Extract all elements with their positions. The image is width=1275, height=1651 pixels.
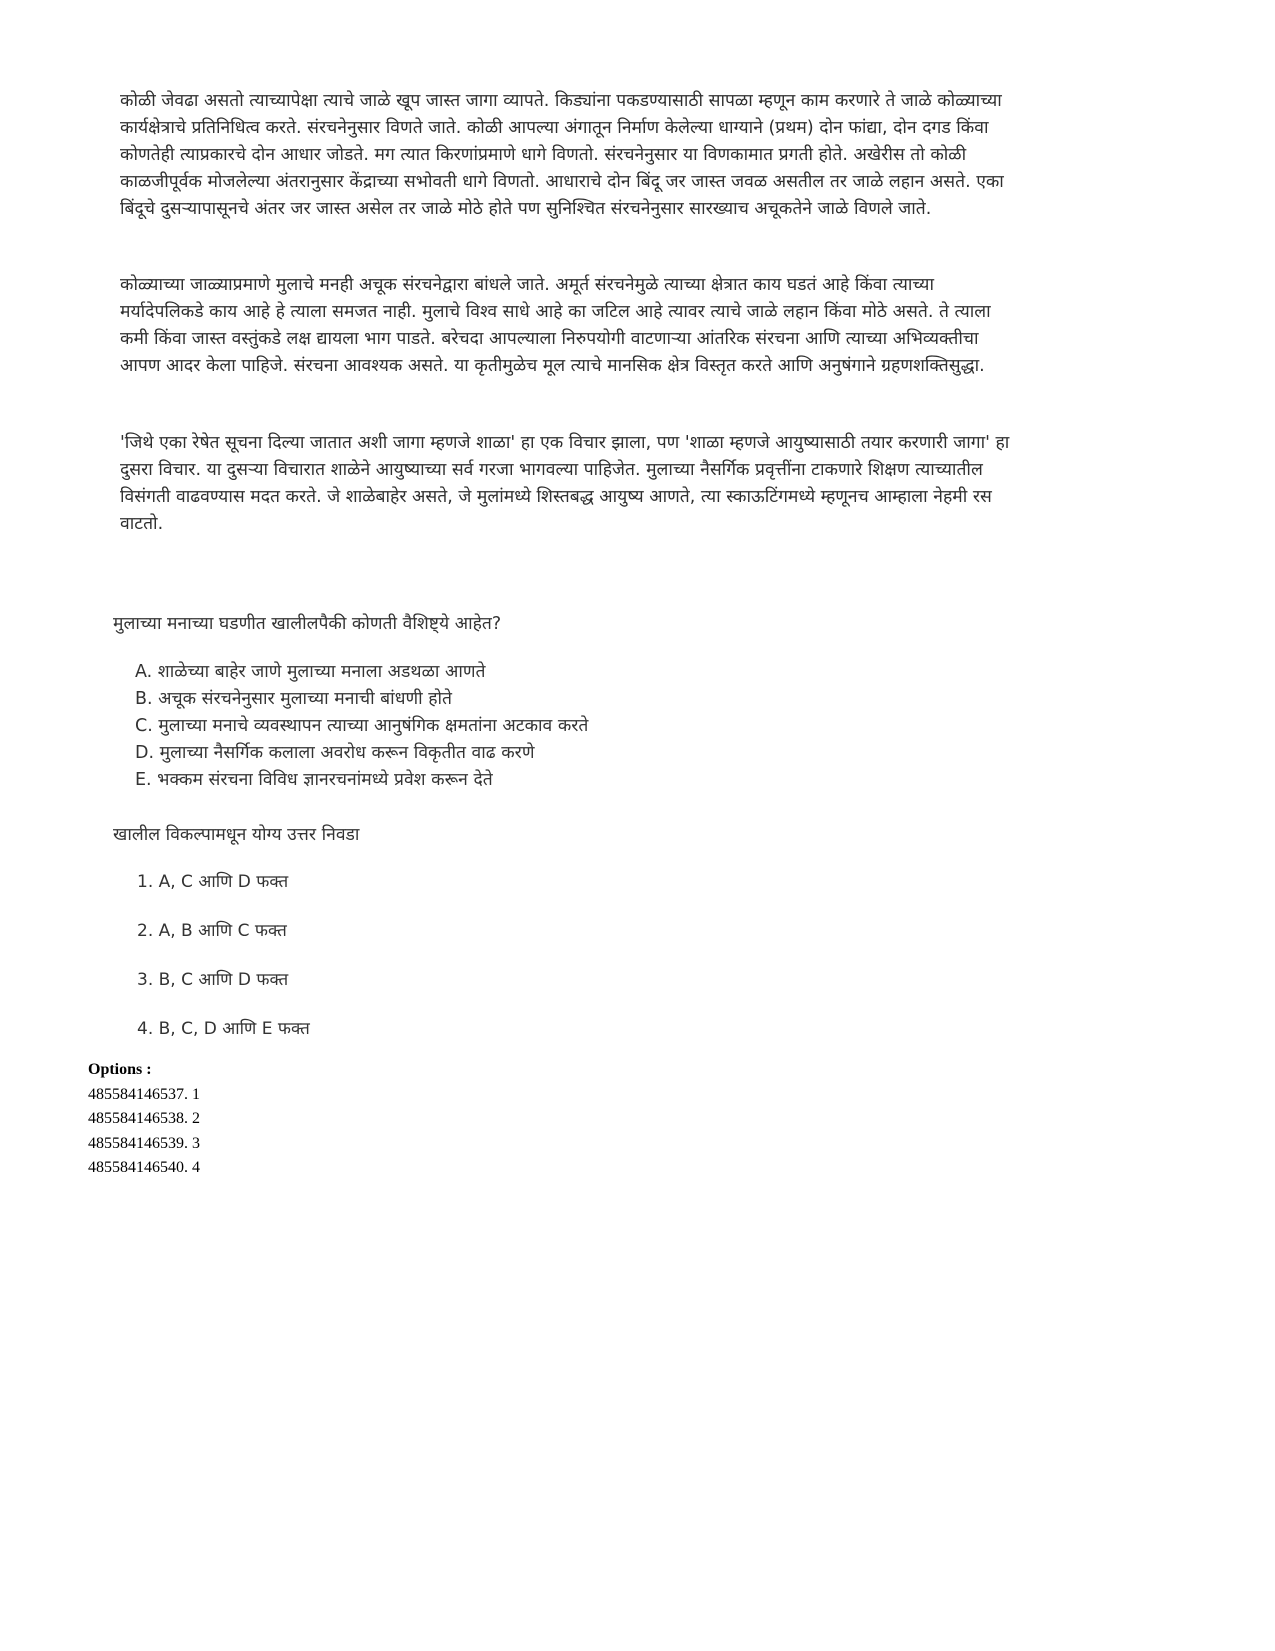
answer-choice-3: 3. B, C आणि D फक्त <box>137 970 289 990</box>
answer-choice-4: 4. B, C, D आणि E फक्त <box>137 1019 310 1039</box>
answer-choice-list <box>137 870 310 1066</box>
answer-choice-2: 2. A, B आणि C फक्त <box>137 921 287 941</box>
passage-paragraph-1: कोळी जेवढा असतो त्याच्यापेक्षा त्याचे जाळे खूप जास्त जागा व्यापते. किड्यांना पकडण्यासाठी सापळा म्हणून काम करणारे ते जाळे कोळ्याच्या कार्यक्षेत्राचे प्रतिनिधित्व करते. संरचनेनुसार विणते जाते. कोळी आपल्या अंगातून निर्माण केलेल्या धाग्याने (प्रथम) दोन फांद्या, दोन दगड किंवा कोणतेही त्याप्रकारचे दोन आधार जोडते. मग त्यात किरणांप्रमाणे धागे विणतो. संरचनेनुसार या विणकामात प्रगती होते. अखेरीस तो कोळी काळजीपूर्वक मोजलेल्या अंतरानुसार केंद्राच्या सभोवती धागे विणतो. आधाराचे दोन बिंदू जर जास्त जवळ असतील तर जाळे लहान असते. एका बिंदूचे दुसऱ्यापासूनचे अंतर जर जास्त असेल तर जाळे मोठे होते पण सुनिश्चित संरचनेनुसार सारख्याच अचूकतेने जाळे विणले जाते. <box>120 91 1004 219</box>
option-id-1: 485584146537. 1 <box>88 1085 200 1103</box>
statement-list <box>135 659 588 794</box>
options-label: Options : <box>88 1061 152 1078</box>
statement-c: C. मुलाच्या मनाचे व्यवस्थापन त्याच्या आनुषंगिक क्षमतांना अटकाव करते <box>135 716 589 736</box>
question-text: मुलाच्या मनाच्या घडणीत खालीलपैकी कोणती वैशिष्ट्ये आहेत? <box>113 614 502 634</box>
passage-paragraph-3: 'जिथे एका रेषेत सूचना दिल्या जातात अशी जागा म्हणजे शाळा' हा एक विचार झाला, पण 'शाळा म्हणजे आयुष्यासाठी तयार करणारी जागा' हा दुसरा विचार. या दुसऱ्या विचारात शाळेने आयुष्याच्या सर्व गरजा भागवल्या पाहिजेत. मुलाच्या नैसर्गिक प्रवृत्तींना टाकणारे शिक्षण त्याच्यातील विसंगती वाढवण्यास मदत करते. जे शाळेबाहेर असते, जे मुलांमध्ये शिस्तबद्ध आयुष्य आणते, त्या स्काऊटिंगमध्ये म्हणूनच आम्हाला नेहमी रस वाटतो. <box>120 433 1010 534</box>
options-block <box>88 1058 200 1181</box>
option-id-2: 485584146538. 2 <box>88 1110 200 1127</box>
options-list <box>88 1083 200 1181</box>
passage-paragraph-2: कोळ्याच्या जाळ्याप्रमाणे मुलाचे मनही अचूक संरचनेद्वारा बांधले जाते. अमूर्त संरचनेमुळे त्याच्या क्षेत्रात काय घडतं आहे किंवा त्याच्या मर्यादेपलिकडे काय आहे हे त्याला समजत नाही. मुलाचे विश्व साधे आहे का जटिल आहे त्यावर त्याचे जाळे लहान किंवा मोठे असते. ते त्याला कमी किंवा जास्त वस्तुंकडे लक्ष द्यायला भाग पाडते. बरेचदा आपल्याला निरुपयोगी वाटणाऱ्या आंतरिक संरचना आणि त्याच्या अभिव्यक्तीचा आपण आदर केला पाहिजे. संरचना आवश्यक असते. या कृतीमुळेच मूल त्याचे मानसिक क्षेत्र विस्तृत करते आणि अनुषंगाने ग्रहणशक्तिसुद्धा. <box>120 275 991 376</box>
statement-d: D. मुलाच्या नैसर्गिक कलाला अवरोध करून विकृतीत वाढ करणे <box>135 743 535 763</box>
instruction-text: खालील विकल्पामधून योग्य उत्तर निवडा <box>113 825 360 845</box>
option-id-3: 485584146539. 3 <box>88 1134 200 1152</box>
answer-choice-1: 1. A, C आणि D फक्त <box>137 872 289 892</box>
statement-a: A. शाळेच्या बाहेर जाणे मुलाच्या मनाला अडथळा आणते <box>135 662 486 682</box>
option-id-4: 485584146540. 4 <box>88 1159 200 1176</box>
statement-b: B. अचूक संरचनेनुसार मुलाच्या मनाची बांधणी होते <box>135 689 453 709</box>
statement-e: E. भक्कम संरचना विविध ज्ञानरचनांमध्ये प्रवेश करून देते <box>135 770 493 790</box>
